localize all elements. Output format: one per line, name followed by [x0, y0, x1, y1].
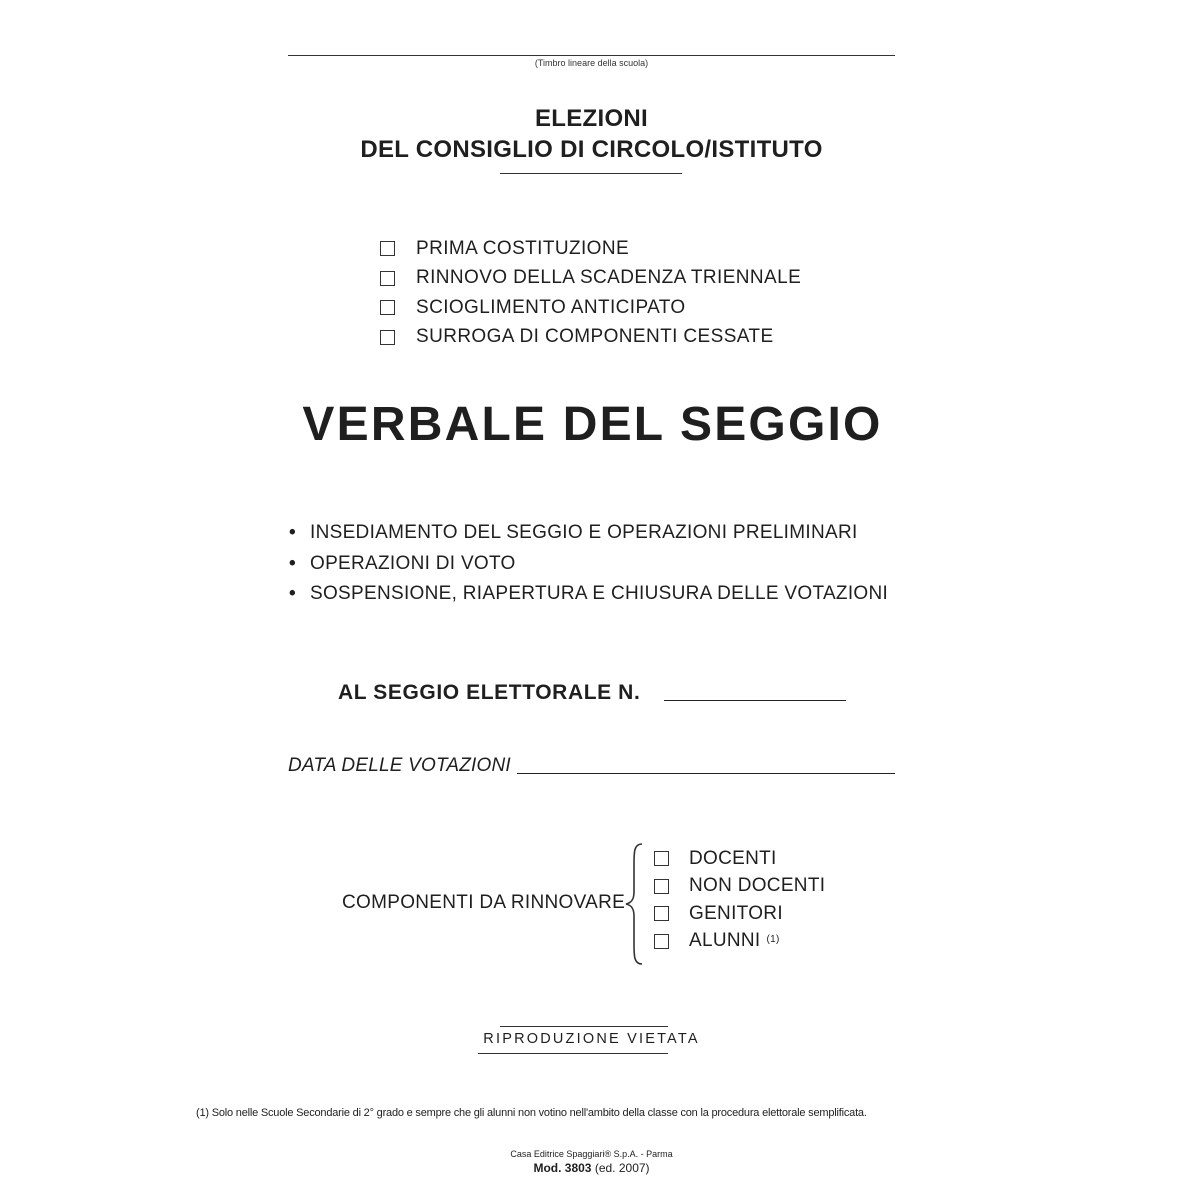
seggio-number-field[interactable]	[664, 700, 846, 701]
componenti-list	[654, 845, 825, 955]
election-type-item[interactable]	[380, 293, 801, 323]
componente-label: DOCENTI	[689, 847, 777, 869]
section-item	[289, 579, 888, 610]
checkbox[interactable]	[380, 330, 395, 345]
seggio-label: AL SEGGIO ELETTORALE N.	[338, 681, 641, 704]
election-type-label: PRIMA COSTITUZIONE	[416, 237, 630, 259]
election-type-list	[380, 234, 801, 352]
main-title: VERBALE DEL SEGGIO	[302, 398, 883, 451]
election-type-item[interactable]	[380, 264, 801, 294]
checkbox[interactable]	[380, 271, 395, 286]
election-type-item[interactable]	[380, 323, 801, 353]
componente-item[interactable]	[654, 928, 825, 956]
componente-item[interactable]	[654, 845, 825, 873]
data-votazioni-label: DATA DELLE VOTAZIONI	[288, 755, 511, 776]
election-type-label: SCIOGLIMENTO ANTICIPATO	[416, 296, 686, 318]
section-label: OPERAZIONI DI VOTO	[310, 552, 516, 574]
data-votazioni-field[interactable]	[517, 773, 895, 774]
section-list	[289, 518, 888, 610]
componente-label: GENITORI	[689, 902, 783, 924]
election-type-label: RINNOVO DELLA SCADENZA TRIENNALE	[416, 267, 802, 289]
checkbox[interactable]	[654, 851, 669, 866]
footnote-marker: (1)	[766, 933, 780, 945]
checkbox[interactable]	[380, 300, 395, 315]
componenti-label: COMPONENTI DA RINNOVARE	[342, 892, 626, 913]
title-line-1: ELEZIONI	[534, 105, 649, 132]
componente-label: ALUNNI	[689, 930, 761, 952]
stamp-line	[288, 55, 895, 56]
section-item	[289, 518, 888, 549]
section-label: SOSPENSIONE, RIAPERTURA E CHIUSURA DELLE VOTAZIONI	[310, 583, 889, 605]
stamp-caption: (Timbro lineare della scuola)	[534, 58, 649, 68]
componente-item[interactable]	[654, 900, 825, 928]
ripro-rule-top	[500, 1026, 668, 1027]
ripro-rule-bottom	[478, 1053, 668, 1054]
riproduzione-vietata: RIPRODUZIONE VIETATA	[483, 1031, 700, 1047]
bullet-icon: •	[289, 552, 296, 574]
checkbox[interactable]	[654, 934, 669, 949]
checkbox[interactable]	[654, 906, 669, 921]
election-type-item[interactable]	[380, 234, 801, 264]
curly-brace-icon	[624, 842, 648, 966]
componente-item[interactable]	[654, 873, 825, 901]
bullet-icon: •	[289, 583, 296, 605]
componente-label: NON DOCENTI	[689, 875, 826, 897]
publisher: Casa Editrice Spaggiari® S.p.A. - Parma	[510, 1149, 673, 1159]
bullet-icon: •	[289, 522, 296, 544]
section-label: INSEDIAMENTO DEL SEGGIO E OPERAZIONI PRELIMINARI	[310, 522, 858, 544]
checkbox[interactable]	[654, 879, 669, 894]
model-edition: (ed. 2007)	[594, 1161, 650, 1175]
section-item	[289, 549, 888, 580]
checkbox[interactable]	[380, 241, 395, 256]
title-underline	[500, 173, 682, 174]
model-number: Mod. 3803	[533, 1161, 592, 1175]
footnote: (1) Solo nelle Scuole Secondarie di 2° grado e sempre che gli alunni non votino nell'ambito della classe con la procedura elettorale semplificata.	[196, 1107, 867, 1119]
model-code	[0, 1161, 1183, 1175]
election-type-label: SURROGA DI COMPONENTI CESSATE	[416, 326, 774, 348]
title-line-2: DEL CONSIGLIO DI CIRCOLO/ISTITUTO	[360, 136, 823, 163]
